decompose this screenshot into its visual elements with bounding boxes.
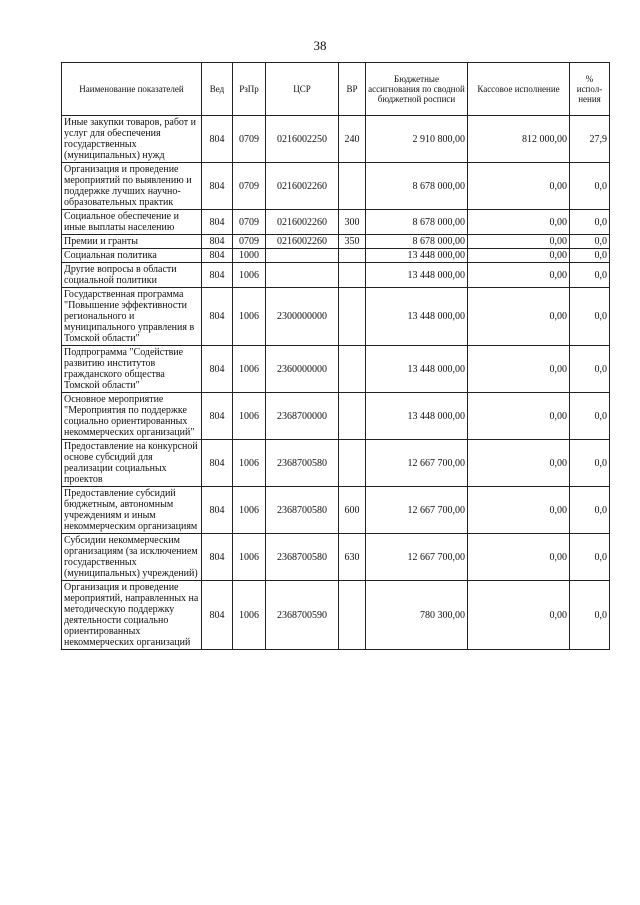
row-percent: 0,0	[570, 487, 610, 534]
row-name: Организация и проведение мероприятий, направленных на методическую поддержку деятельности социально ориентированных некоммерческих организаций	[62, 581, 202, 650]
row-percent: 0,0	[570, 163, 610, 210]
row-budget: 13 448 000,00	[366, 263, 468, 288]
row-budget: 12 667 700,00	[366, 534, 468, 581]
row-vr: 300	[339, 210, 366, 235]
row-vr: 600	[339, 487, 366, 534]
row-rzpr: 1000	[233, 249, 266, 263]
table-row	[62, 249, 610, 263]
row-ved: 804	[202, 116, 233, 163]
row-budget: 12 667 700,00	[366, 440, 468, 487]
row-csr	[266, 263, 339, 288]
table-row	[62, 235, 610, 249]
row-ved: 804	[202, 235, 233, 249]
row-percent: 0,0	[570, 235, 610, 249]
row-budget: 8 678 000,00	[366, 163, 468, 210]
row-vr	[339, 163, 366, 210]
row-name: Иные закупки товаров, работ и услуг для обеспечения государственных (муниципальных) нужд	[62, 116, 202, 163]
table-row	[62, 288, 610, 346]
row-csr: 0216002260	[266, 163, 339, 210]
table-row	[62, 534, 610, 581]
row-ved: 804	[202, 263, 233, 288]
row-percent: 0,0	[570, 249, 610, 263]
row-percent: 0,0	[570, 263, 610, 288]
row-ved: 804	[202, 163, 233, 210]
row-percent: 0,0	[570, 210, 610, 235]
row-rzpr: 1006	[233, 288, 266, 346]
row-name: Социальная политика	[62, 249, 202, 263]
row-budget: 2 910 800,00	[366, 116, 468, 163]
table-row	[62, 393, 610, 440]
row-name: Подпрограмма "Содействие развитию институтов гражданского общества Томской области"	[62, 346, 202, 393]
row-rzpr: 0709	[233, 235, 266, 249]
table-row	[62, 163, 610, 210]
row-cash: 0,00	[468, 440, 570, 487]
row-percent: 0,0	[570, 346, 610, 393]
row-csr: 2300000000	[266, 288, 339, 346]
row-cash: 0,00	[468, 487, 570, 534]
row-name: Государственная программа "Повышение эффективности регионального и муниципального управления в Томской области"	[62, 288, 202, 346]
row-budget: 780 300,00	[366, 581, 468, 650]
row-ved: 804	[202, 346, 233, 393]
row-percent: 0,0	[570, 581, 610, 650]
row-vr: 350	[339, 235, 366, 249]
budget-execution-table	[61, 62, 610, 650]
row-budget: 8 678 000,00	[366, 210, 468, 235]
row-rzpr: 1006	[233, 581, 266, 650]
row-percent: 0,0	[570, 288, 610, 346]
row-rzpr: 1006	[233, 487, 266, 534]
header-budget: Бюджетные ассигнования по сводной бюджетной росписи	[366, 63, 468, 116]
row-rzpr: 0709	[233, 210, 266, 235]
table-row	[62, 210, 610, 235]
row-vr	[339, 440, 366, 487]
header-cash: Кассовое исполнение	[468, 63, 570, 116]
row-csr: 2368700000	[266, 393, 339, 440]
row-ved: 804	[202, 288, 233, 346]
row-name: Премии и гранты	[62, 235, 202, 249]
table-header-row	[62, 63, 610, 116]
row-csr: 2368700580	[266, 487, 339, 534]
row-name: Социальное обеспечение и иные выплаты населению	[62, 210, 202, 235]
row-name: Организация и проведение мероприятий по выявлению и поддержке лучших научно-образовательных практик	[62, 163, 202, 210]
row-csr: 2360000000	[266, 346, 339, 393]
row-ved: 804	[202, 487, 233, 534]
header-rzpr: РзПр	[233, 63, 266, 116]
row-percent: 0,0	[570, 534, 610, 581]
row-budget: 13 448 000,00	[366, 249, 468, 263]
table-row	[62, 346, 610, 393]
table-row	[62, 487, 610, 534]
row-ved: 804	[202, 249, 233, 263]
header-percent: % испол- нения	[570, 63, 610, 116]
table-row	[62, 263, 610, 288]
row-vr	[339, 263, 366, 288]
row-cash: 0,00	[468, 288, 570, 346]
row-csr: 0216002260	[266, 210, 339, 235]
row-rzpr: 1006	[233, 534, 266, 581]
row-cash: 0,00	[468, 263, 570, 288]
row-ved: 804	[202, 210, 233, 235]
row-ved: 804	[202, 581, 233, 650]
row-cash: 0,00	[468, 393, 570, 440]
row-cash: 0,00	[468, 210, 570, 235]
row-cash: 0,00	[468, 163, 570, 210]
row-rzpr: 1006	[233, 440, 266, 487]
row-csr: 2368700590	[266, 581, 339, 650]
table-row	[62, 116, 610, 163]
row-rzpr: 1006	[233, 393, 266, 440]
row-percent: 27,9	[570, 116, 610, 163]
row-csr: 2368700580	[266, 440, 339, 487]
header-vr: ВР	[339, 63, 366, 116]
row-name: Предоставление на конкурсной основе субсидий для реализации социальных проектов	[62, 440, 202, 487]
row-csr	[266, 249, 339, 263]
row-rzpr: 1006	[233, 263, 266, 288]
row-ved: 804	[202, 440, 233, 487]
row-vr: 630	[339, 534, 366, 581]
row-budget: 13 448 000,00	[366, 346, 468, 393]
row-vr	[339, 346, 366, 393]
row-cash: 0,00	[468, 235, 570, 249]
row-percent: 0,0	[570, 393, 610, 440]
row-csr: 0216002250	[266, 116, 339, 163]
row-csr: 0216002260	[266, 235, 339, 249]
row-name: Другие вопросы в области социальной политики	[62, 263, 202, 288]
row-vr	[339, 581, 366, 650]
row-cash: 0,00	[468, 581, 570, 650]
row-rzpr: 0709	[233, 163, 266, 210]
page-number: 38	[313, 38, 327, 53]
row-name: Субсидии некоммерческим организациям (за исключением государственных (муниципальных) учреждений)	[62, 534, 202, 581]
row-name: Основное мероприятие "Мероприятия по поддержке социально ориентированных некоммерческих организаций"	[62, 393, 202, 440]
row-vr: 240	[339, 116, 366, 163]
header-ved: Вед	[202, 63, 233, 116]
header-name: Наименование показателей	[62, 63, 202, 116]
row-budget: 8 678 000,00	[366, 235, 468, 249]
row-vr	[339, 288, 366, 346]
row-budget: 13 448 000,00	[366, 393, 468, 440]
row-budget: 13 448 000,00	[366, 288, 468, 346]
row-ved: 804	[202, 393, 233, 440]
row-cash: 0,00	[468, 534, 570, 581]
row-percent: 0,0	[570, 440, 610, 487]
row-budget: 12 667 700,00	[366, 487, 468, 534]
row-rzpr: 1006	[233, 346, 266, 393]
row-ved: 804	[202, 534, 233, 581]
row-rzpr: 0709	[233, 116, 266, 163]
row-name: Предоставление субсидий бюджетным, автономным учреждениям и иным некоммерческим организациям	[62, 487, 202, 534]
row-csr: 2368700580	[266, 534, 339, 581]
row-vr	[339, 393, 366, 440]
row-cash: 0,00	[468, 249, 570, 263]
row-vr	[339, 249, 366, 263]
row-cash: 812 000,00	[468, 116, 570, 163]
table-row	[62, 440, 610, 487]
header-csr: ЦСР	[266, 63, 339, 116]
row-cash: 0,00	[468, 346, 570, 393]
table-row	[62, 581, 610, 650]
